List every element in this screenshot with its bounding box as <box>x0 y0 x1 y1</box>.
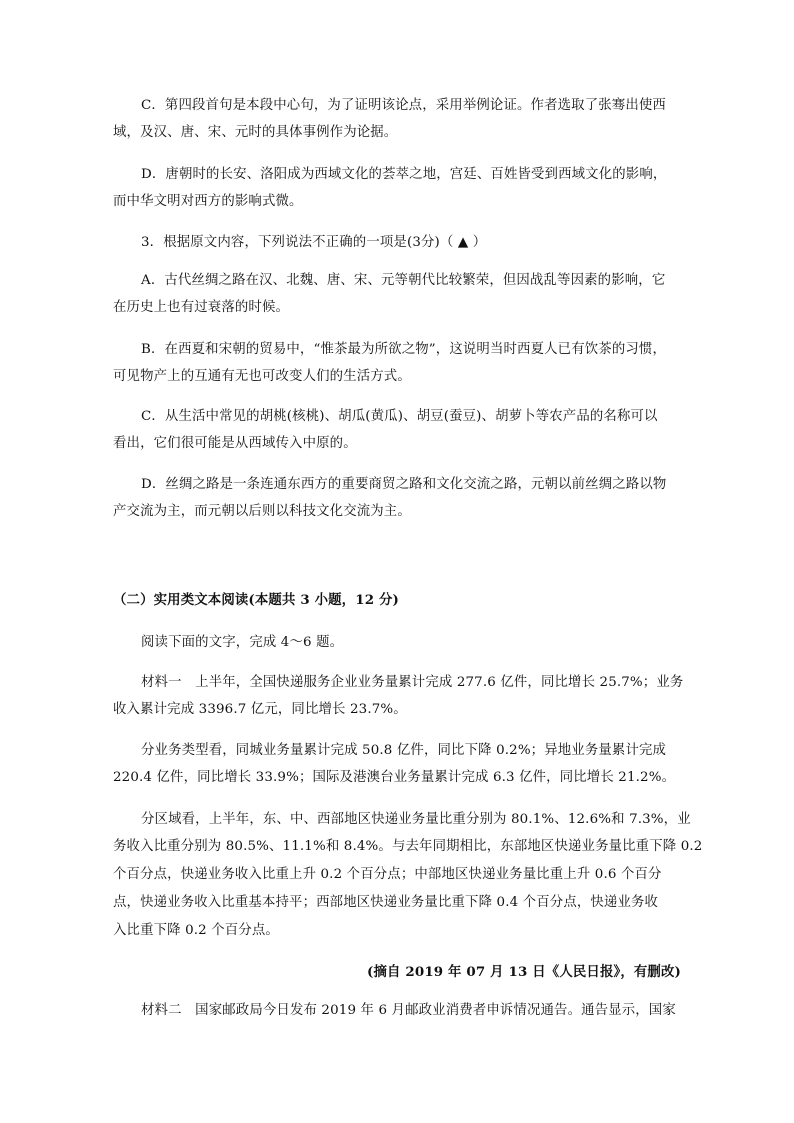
material1-paragraph2 <box>141 737 666 765</box>
q2-option-d <box>141 161 666 189</box>
q3-option-b-cont <box>113 363 411 391</box>
material1-p1-line2: 收入累计完成 3396.7 亿元，同比增长 23.7%。 <box>113 702 407 717</box>
q3-option-b-line2: 可见物产上的互通有无也可改变人们的生活方式。 <box>113 369 411 384</box>
q2-option-d-line2: 而中华文明对西方的影响式微。 <box>113 194 303 209</box>
section-heading-text: （二）实用类文本阅读(本题共 3 小题，12 分) <box>113 592 399 608</box>
q3-stem-text: 3．根据原文内容，下列说法不正确的一项是(3分)（ ▲ ） <box>141 235 487 250</box>
q3-option-b <box>141 336 666 364</box>
material1-paragraph1-cont <box>113 696 407 724</box>
q3-option-a-cont <box>113 294 289 322</box>
q2-option-c-cont <box>113 119 397 147</box>
material1-p3-line2: 务收入比重分别为 80.5%、11.1%和 8.4%。与去年同期相比，东部地区快递业务量比重下降 0.2 <box>113 839 703 854</box>
q3-option-d-line1: D．丝绸之路是一条连通东西方的重要商贸之路和文化交流之路，元朝以前丝绸之路以物 <box>141 477 667 492</box>
q3-option-a <box>141 267 665 295</box>
q2-option-c-line1: C．第四段首句是本段中心句，为了证明该论点，采用举例论证。作者选取了张骞出使西 <box>141 98 666 113</box>
q2-option-c <box>141 92 666 120</box>
material2-paragraph <box>141 997 676 1025</box>
q2-option-d-line1: D．唐朝时的长安、洛阳成为西域文化的荟萃之地，宫廷、百姓皆受到西域文化的影响， <box>141 167 667 182</box>
source-citation <box>367 958 681 986</box>
material1-p3-line4: 点，快递业务收入比重基本持平；西部地区快递业务量比重下降 0.4 个百分点，快递业务收 <box>113 895 659 910</box>
section-heading <box>113 586 399 614</box>
material1-p2-line1: 分业务类型看，同城业务量累计完成 50.8 亿件，同比下降 0.2%；异地业务量累计完成 <box>141 743 667 758</box>
q3-option-c-line1: C．从生活中常见的胡桃(核桃)、胡瓜(黄瓜)、胡豆(蚕豆)、胡萝卜等农产品的名称可以 <box>141 409 658 424</box>
material1-p3-line3: 个百分点，快递业务收入比重上升 0.2 个百分点；中部地区快递业务量比重上升 0.6 个百分 <box>113 867 662 882</box>
q3-option-b-line1: B．在西夏和宋朝的贸易中，“惟茶最为所欲之物”，这说明当时西夏人已有饮茶的习惯， <box>141 342 666 357</box>
material1-paragraph1 <box>141 669 683 697</box>
material1-p3-line1: 分区域看，上半年，东、中、西部地区快递业务量比重分别为 80.1%、12.6%和 7.3%，业 <box>141 812 691 827</box>
q3-option-d-line2: 产交流为主，而元朝以后则以科技文化交流为主。 <box>113 504 411 519</box>
q3-option-a-line1: A．古代丝绸之路在汉、北魏、唐、宋、元等朝代比较繁荣，但因战乱等因素的影响，它 <box>141 273 666 288</box>
source-citation-text: (摘自 2019 年 07 月 13 日《人民日报》，有删改) <box>367 964 681 980</box>
reading-instruction-text: 阅读下面的文字，完成 4～6 题。 <box>141 635 344 650</box>
q2-option-d-cont <box>113 188 303 216</box>
reading-instruction <box>141 629 343 657</box>
material1-paragraph2-cont <box>113 764 675 792</box>
q3-option-c-cont <box>113 430 357 458</box>
material1-paragraph3 <box>141 806 691 834</box>
q3-option-a-line2: 在历史上也有过衰落的时候。 <box>113 300 290 315</box>
q3-option-d <box>141 471 666 499</box>
q3-option-d-cont <box>113 498 411 526</box>
material1-p3-line5: 入比重下降 0.2 个百分点。 <box>113 923 279 938</box>
material1-p1-line1: 材料一 上半年，全国快递服务企业业务量累计完成 277.6 亿件，同比增长 25.7%；业务 <box>141 675 684 690</box>
material2-line1: 材料二 国家邮政局今日发布 2019 年 6 月邮政业消费者申诉情况通告。通告显示，国家 <box>141 1003 676 1018</box>
q3-option-c-line2: 看出，它们很可能是从西域传入中原的。 <box>113 436 357 451</box>
material1-p2-line2: 220.4 亿件，同比增长 33.9%；国际及港澳台业务量累计完成 6.3 亿件，同比增长 21.2%。 <box>113 770 676 785</box>
material1-paragraph3-cont <box>113 833 702 945</box>
q3-option-c <box>141 403 658 431</box>
q2-option-c-line2: 域，及汉、唐、宋、元时的具体事例作为论据。 <box>113 125 398 140</box>
q3-stem <box>141 229 486 257</box>
